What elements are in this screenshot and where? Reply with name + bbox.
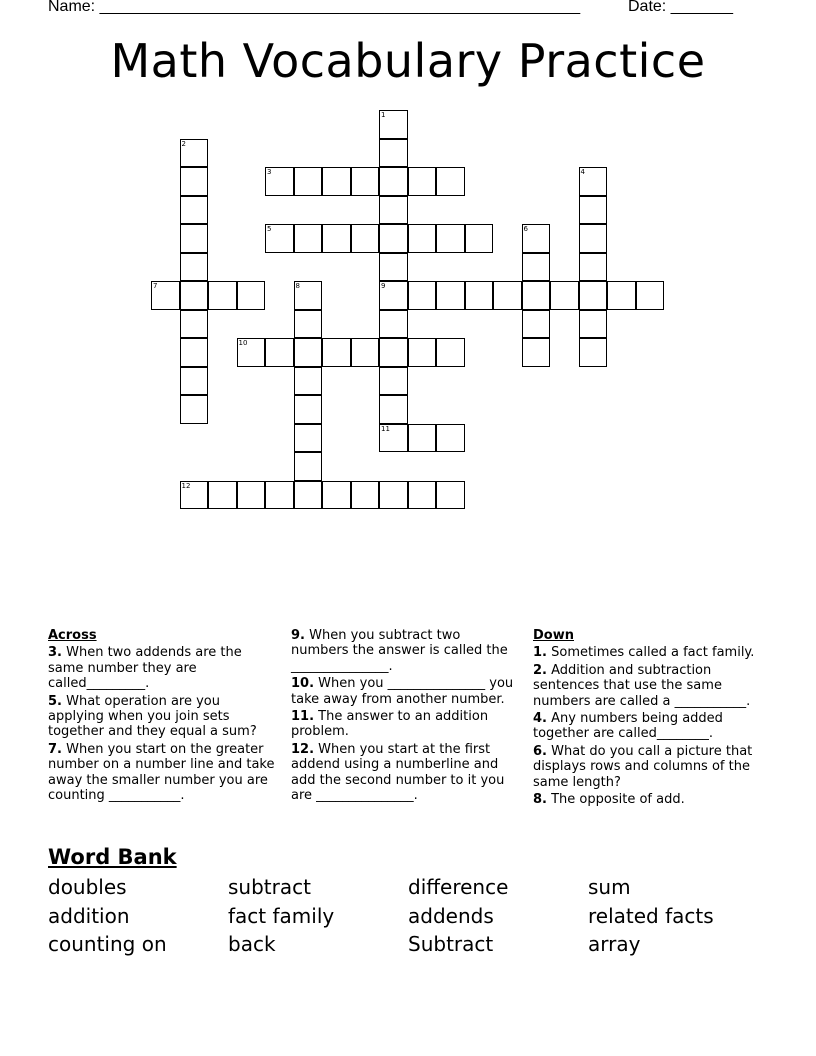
down-clues-column (533, 628, 769, 809)
across-clues-column-1 (48, 628, 276, 805)
crossword-cell[interactable] (265, 224, 294, 253)
crossword-cell[interactable] (379, 167, 408, 196)
crossword-cell[interactable] (180, 281, 209, 310)
across-clues-column-2 (291, 628, 519, 805)
crossword-cell[interactable] (322, 338, 351, 367)
crossword-cell[interactable] (379, 424, 408, 453)
crossword-cell[interactable] (607, 281, 636, 310)
crossword-cell[interactable] (579, 224, 608, 253)
word-bank-item: fact family (228, 903, 335, 928)
crossword-cell[interactable] (294, 395, 323, 424)
clue-number: 9 (381, 282, 386, 290)
crossword-cell[interactable] (294, 424, 323, 453)
crossword-cell[interactable] (294, 224, 323, 253)
crossword-cell[interactable] (237, 481, 266, 510)
crossword-cell[interactable] (465, 224, 494, 253)
crossword-cell[interactable] (579, 253, 608, 282)
crossword-cell[interactable] (379, 224, 408, 253)
across-clue-3: 3. When two addends are the same number they are called_________. (48, 645, 242, 692)
crossword-cell[interactable] (294, 167, 323, 196)
crossword-cell[interactable] (294, 281, 323, 310)
crossword-cell[interactable] (265, 338, 294, 367)
crossword-cell[interactable] (436, 424, 465, 453)
crossword-cell[interactable] (408, 167, 437, 196)
word-bank-item: counting on (48, 932, 167, 956)
crossword-cell[interactable] (379, 310, 408, 339)
across-clue-7: 7. When you start on the greater number on a number line and take away the smaller number you are counting ___________. (48, 741, 275, 804)
date-field-label[interactable]: Date: _______ (628, 0, 733, 15)
crossword-cell[interactable] (237, 338, 266, 367)
crossword-cell[interactable] (379, 253, 408, 282)
crossword-cell[interactable] (408, 224, 437, 253)
crossword-cell[interactable] (351, 167, 380, 196)
word-bank (48, 873, 788, 959)
down-clue-8: 8. The opposite of add. (533, 792, 685, 808)
crossword-cell[interactable] (379, 281, 408, 310)
crossword-cell[interactable] (237, 281, 266, 310)
page-title: Math Vocabulary Practice (110, 34, 706, 88)
word-bank-item: subtract (228, 875, 311, 899)
word-bank-item: difference (408, 875, 509, 899)
crossword-cell[interactable] (522, 310, 551, 339)
crossword-cell[interactable] (379, 196, 408, 225)
crossword-cell[interactable] (579, 167, 608, 196)
crossword-cell[interactable] (294, 338, 323, 367)
crossword-cell[interactable] (379, 481, 408, 510)
across-heading: Across (48, 628, 97, 643)
across-clue-5: 5. What operation are you applying when you join sets together and they equal a sum? (48, 693, 257, 740)
crossword-cell[interactable] (351, 481, 380, 510)
clue-number: 3 (267, 168, 272, 176)
word-bank-item: sum (588, 875, 631, 899)
crossword-cell[interactable] (408, 481, 437, 510)
clue-number: 8 (295, 282, 300, 290)
down-clue-6: 6. What do you call a picture that displays rows and columns of the same length? (533, 743, 753, 790)
clue-number: 2 (181, 139, 186, 148)
crossword-cell[interactable] (579, 338, 608, 367)
crossword-cell[interactable] (294, 481, 323, 510)
crossword-cell[interactable] (180, 167, 209, 196)
crossword-cell[interactable] (550, 281, 579, 310)
name-field-label[interactable]: Name: ______________________________________________________ (48, 0, 581, 15)
crossword-cell[interactable] (294, 367, 323, 396)
crossword-cell[interactable] (436, 281, 465, 310)
word-bank-item: doubles (48, 875, 127, 899)
word-bank-title: Word Bank (48, 845, 177, 869)
crossword-cell[interactable] (180, 395, 209, 424)
crossword-cell[interactable] (322, 224, 351, 253)
crossword-cell[interactable] (294, 452, 323, 481)
crossword-cell[interactable] (522, 338, 551, 367)
crossword-cell[interactable] (265, 481, 294, 510)
crossword-cell[interactable] (180, 481, 209, 510)
crossword-cell[interactable] (151, 281, 180, 310)
crossword-cell[interactable] (465, 281, 494, 310)
crossword-cell[interactable] (436, 167, 465, 196)
crossword-cell[interactable] (436, 338, 465, 367)
across-clue-10: 10. When you _______________ you take away from another number. (291, 676, 514, 707)
crossword-cell[interactable] (579, 310, 608, 339)
crossword-cell[interactable] (379, 139, 408, 168)
crossword-cell[interactable] (522, 224, 551, 253)
crossword-cell[interactable] (522, 253, 551, 282)
clue-number: 7 (153, 282, 158, 290)
down-clue-2: 2. Addition and subtraction sentences that use the same numbers are called a ___________. (533, 662, 751, 709)
word-bank-item: related facts (588, 903, 714, 928)
clue-number: 11 (381, 424, 390, 433)
crossword-cell[interactable] (180, 338, 209, 367)
word-bank-item: array (588, 932, 641, 956)
down-clue-1: 1. Sometimes called a fact family. (533, 645, 755, 661)
crossword-cell[interactable] (180, 253, 209, 282)
clue-number: 10 (238, 339, 248, 347)
crossword-cell[interactable] (180, 224, 209, 253)
clue-number: 5 (267, 225, 272, 233)
crossword-cell[interactable] (379, 395, 408, 424)
crossword-cell[interactable] (180, 310, 209, 339)
across-clue-11: 11. The answer to an addition problem. (291, 709, 489, 740)
clue-number: 1 (381, 111, 386, 119)
down-heading: Down (533, 628, 574, 643)
crossword-cell[interactable] (579, 281, 608, 310)
down-clue-4: 4. Any numbers being added together are called________. (533, 711, 723, 742)
crossword-cell[interactable] (294, 310, 323, 339)
crossword-cell[interactable] (636, 281, 665, 310)
crossword-cell[interactable] (408, 424, 437, 453)
crossword-cell[interactable] (379, 338, 408, 367)
across-clue-12: 12. When you start at the first addend using a numberline and add the second number to it you are _______________. (291, 741, 505, 804)
crossword-cell[interactable] (180, 139, 209, 168)
crossword-cell[interactable] (322, 481, 351, 510)
crossword-cell[interactable] (322, 167, 351, 196)
crossword-cell[interactable] (208, 281, 237, 310)
clue-number: 12 (181, 481, 191, 490)
crossword-cell[interactable] (436, 481, 465, 510)
word-bank-item: Subtract (408, 932, 494, 956)
crossword-cell[interactable] (493, 281, 522, 310)
crossword-cell[interactable] (579, 196, 608, 225)
crossword-cell[interactable] (436, 224, 465, 253)
clue-number: 6 (523, 225, 528, 233)
clue-number: 4 (580, 168, 585, 176)
word-bank-item: back (228, 932, 276, 956)
word-bank-item: addends (408, 903, 494, 928)
crossword-cell[interactable] (180, 196, 209, 225)
crossword-cell[interactable] (351, 224, 380, 253)
crossword-cell[interactable] (351, 338, 380, 367)
crossword-cell[interactable] (379, 367, 408, 396)
crossword-cell[interactable] (408, 281, 437, 310)
crossword-cell[interactable] (522, 281, 551, 310)
crossword-cell[interactable] (408, 338, 437, 367)
crossword-cell[interactable] (180, 367, 209, 396)
across-clue-9: 9. When you subtract two numbers the answer is called the _______________. (291, 628, 508, 674)
crossword-cell[interactable] (379, 110, 408, 139)
crossword-cell[interactable] (208, 481, 237, 510)
crossword-cell[interactable] (265, 167, 294, 196)
word-bank-item: addition (48, 903, 130, 928)
